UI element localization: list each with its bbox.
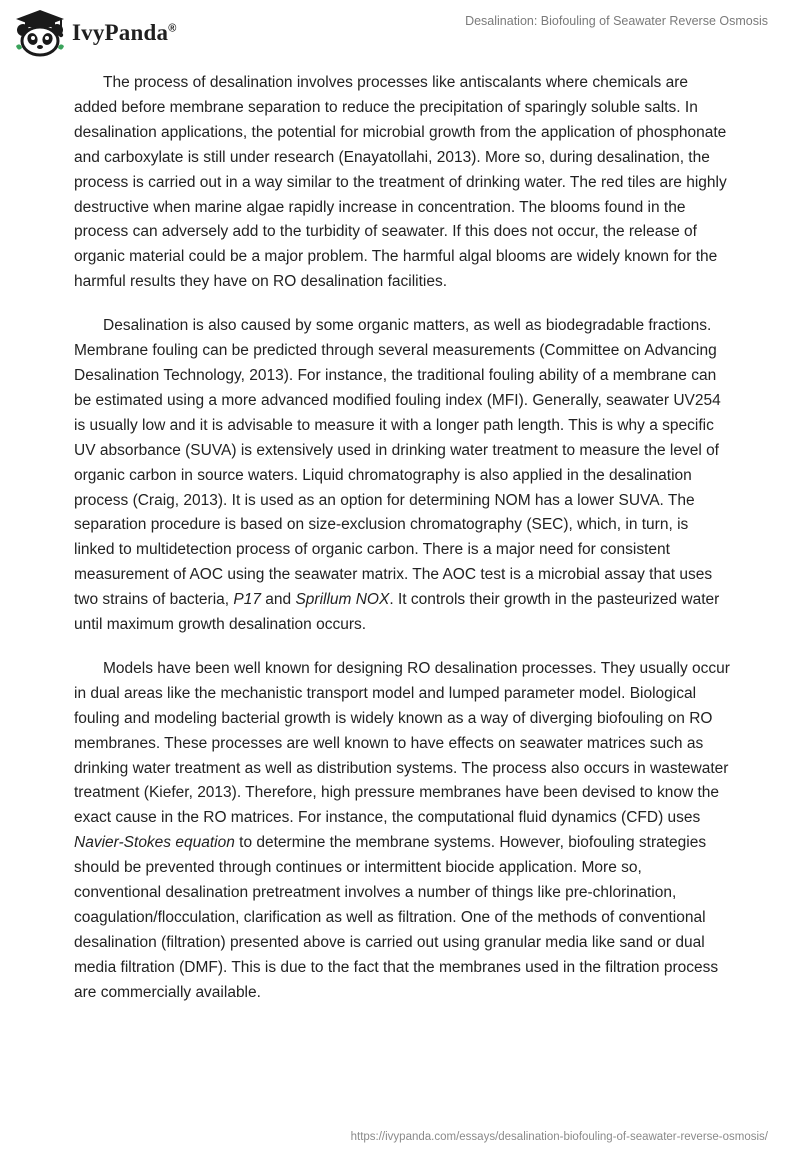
text-segment: . It controls their growth in the pasteurized water until maximum growth desalination occurs. bbox=[74, 591, 720, 634]
text-segment: Desalination is also caused by some organic matters, as well as biodegradable fractions. Membrane fouling can be predicted through several measurements (Committee on Advancing Desalination Technology, 2013). For instance, the traditional fouling ability of a membrane can be estimated using a more advanced modified fouling index (MFI). Generally, seawater UV254 is usually low and it is advisable to measure it with a longer path length. This is why a specific UV absorbance (SUVA) is extensively used in drinking water treatment to measure the level of organic carbon in source waters. Liquid chromatography is also applied in the desalination process (Craig, 2013). It is used as an option for determining NOM has a lower SUVA. The separation procedure is based on size-exclusion chromatography (SEC), which, in turn, is linked to multidetection process of organic carbon. There is a major need for consistent measurement of AOC using the seawater matrix. The AOC test is a microbial assay that uses two strains of bacteria, bbox=[74, 317, 721, 609]
page-header bbox=[0, 0, 800, 70]
text-segment: and bbox=[260, 591, 296, 609]
brand-name: IvyPanda® bbox=[72, 20, 177, 45]
paragraph-3 bbox=[74, 657, 730, 1006]
registered-mark: ® bbox=[168, 22, 177, 35]
text-segment: Models have been well known for designing RO desalination processes. They usually occur in dual areas like the mechanistic transport model and lumped parameter model. Biological fouling and modeling bacterial growth is widely known as a way of diverging biofouling on RO membranes. These processes are well known to have effects on seawater matrices such as drinking water treatment as well as distribution systems. The process also occurs in wastewater treatment (Kiefer, 2013). Therefore, high pressure membranes have been devised to know the exact cause in the RO matrices. For instance, the computational fluid dynamics (CFD) uses bbox=[74, 659, 730, 827]
brand-logo[interactable] bbox=[12, 8, 177, 58]
italic-term: Navier-Stokes equation bbox=[74, 834, 235, 852]
text-segment: The process of desalination involves processes like antiscalants where chemicals are added before membrane separation to reduce the precipitation of sparingly soluble salts. In desalination applications, the potential for microbial growth from the application of phosphonate and carboxylate is still under research (Enayatollahi, 2013). More so, during desalination, the process is carried out in a way similar to the treatment of drinking water. The red tiles are highly destructive when marine algae rapidly increase in concentration. The blooms found in the process can adversely add to the turbidity of seawater. If this does not occur, the release of organic material could be a major problem. The harmful algal blooms are widely known for the harmful results they have on RO desalination facilities. bbox=[74, 74, 727, 291]
paragraph-2 bbox=[74, 314, 730, 638]
document-title: Desalination: Biofouling of Seawater Reverse Osmosis bbox=[465, 14, 768, 28]
source-url[interactable]: https://ivypanda.com/essays/desalination-biofouling-of-seawater-reverse-osmosis/ bbox=[350, 1131, 768, 1143]
italic-term: Sprillum NOX bbox=[295, 591, 390, 609]
paragraph-1 bbox=[74, 71, 730, 295]
text-segment: to determine the membrane systems. However, biofouling strategies should be prevented through continues or intermittent biocide application. More so, conventional desalination pretreatment involves a number of things like pre-chlorination, coagulation/flocculation, clarification as well as filtration. One of the methods of conventional desalination (filtration) presented above is carried out using granular media like sand or dual media filtration (DMF). This is due to the fact that the membranes used in the filtration process are commercially available. bbox=[74, 834, 719, 1001]
italic-term: P17 bbox=[233, 591, 261, 609]
essay-body bbox=[74, 71, 730, 1006]
panda-logo-icon bbox=[12, 8, 68, 58]
